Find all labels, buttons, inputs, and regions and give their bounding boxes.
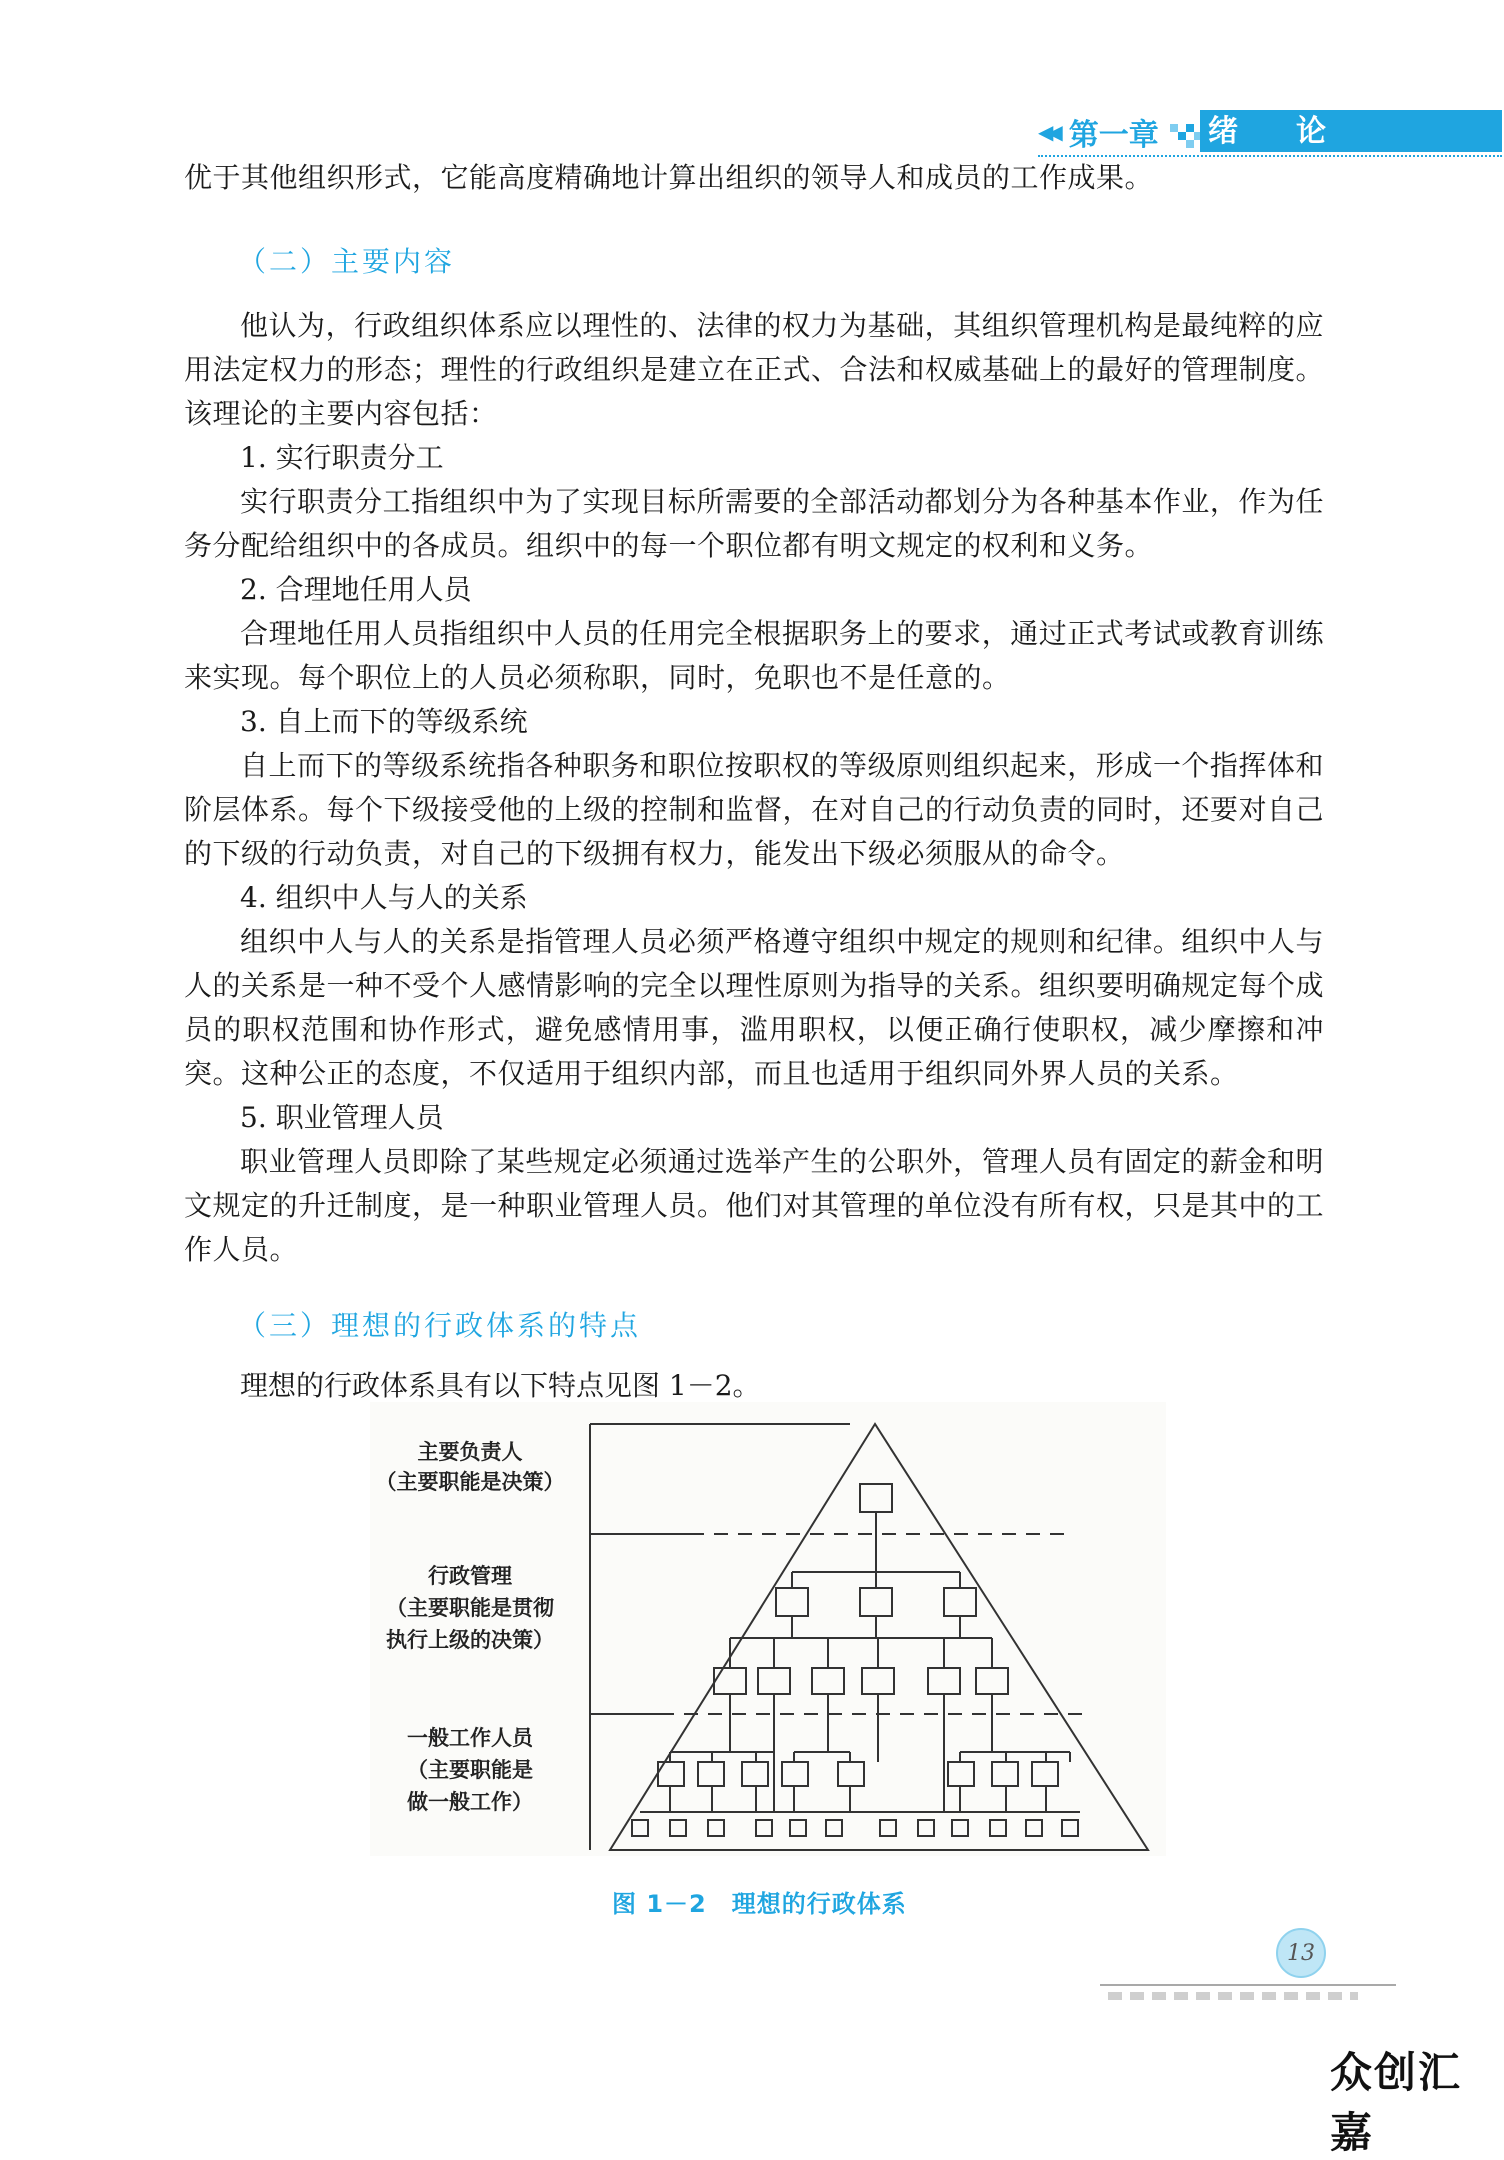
org-box-l4-6 bbox=[948, 1762, 974, 1786]
org-box-l3-3 bbox=[812, 1668, 844, 1694]
level2-note2: 执行上级的决策） bbox=[386, 1627, 554, 1652]
level2-note1: （主要职能是贯彻 bbox=[386, 1595, 554, 1620]
level3-note1: （主要职能是 bbox=[407, 1757, 533, 1782]
org-box-l2-3 bbox=[944, 1588, 976, 1616]
item-2-text: 合理地任用人员指组织中人员的任用完全根据职务上的要求，通过正式考试或教育训练来实现。每个职位上的人员必须称职，同时，免职也不是任意的。 bbox=[184, 617, 1324, 694]
org-box-l3-1 bbox=[714, 1668, 746, 1694]
footer-dashes bbox=[1108, 1992, 1358, 2000]
org-box-l4-7 bbox=[992, 1762, 1018, 1786]
item-4-text: 组织中人与人的关系是指管理人员必须严格遵守组织中规定的规则和纪律。组织中人与人的关系是一种不受个人感情影响的完全以理性原则为指导的关系。组织要明确规定每个成员的职权范围和协作形式，避免感情用事，滥用职权，以便正确行使职权，减少摩擦和冲突。这种公正的态度，不仅适用于组织内部，而且也适用于组织同外界人员的关系。 bbox=[184, 925, 1325, 1090]
org-box-l3-4 bbox=[862, 1668, 894, 1694]
level2-title: 行政管理 bbox=[428, 1563, 512, 1588]
item-2-title: 2. 合理地任用人员 bbox=[240, 573, 472, 606]
level1-note: （主要职能是决策） bbox=[375, 1469, 565, 1494]
org-box-l2-2 bbox=[860, 1588, 892, 1616]
org-box-l4-5 bbox=[838, 1762, 864, 1786]
item-1-title: 1. 实行职责分工 bbox=[240, 441, 444, 474]
org-box-l4-8 bbox=[1032, 1762, 1058, 1786]
item-3-text: 自上而下的等级系统指各种职务和职位按职权的等级原则组织起来，形成一个指挥体和阶层体系。每个下级接受他的上级的控制和监督，在对自己的行动负责的同时，还要对自己的下级的行动负责，对自己的下级拥有权力，能发出下级必须服从的命令。 bbox=[184, 749, 1325, 870]
figure-pyramid bbox=[370, 1402, 1166, 1856]
org-box-l3-6 bbox=[976, 1668, 1008, 1694]
footer-rule bbox=[1100, 1984, 1396, 1986]
item-1-text: 实行职责分工指组织中为了实现目标所需要的全部活动都划分为各种基本作业，作为任务分配给组织中的各成员。组织中的每一个职位都有明文规定的权利和义务。 bbox=[184, 485, 1324, 562]
watermark: 众创汇嘉 bbox=[1330, 2048, 1463, 2157]
org-box-l4-4 bbox=[782, 1762, 808, 1786]
section-heading-3: （三）理想的行政体系的特点 bbox=[238, 1309, 642, 1342]
item-5-title: 5. 职业管理人员 bbox=[240, 1101, 444, 1134]
org-box-l3-5 bbox=[928, 1668, 960, 1694]
figure-intro: 理想的行政体系具有以下特点见图 1－2。 bbox=[240, 1369, 761, 1402]
section-heading-2: （二）主要内容 bbox=[238, 245, 456, 278]
page-number: 13 bbox=[1276, 1928, 1326, 1978]
bottom-row-boxes bbox=[632, 1820, 1078, 1836]
chapter-label bbox=[1038, 114, 1188, 153]
item-5-text: 职业管理人员即除了某些规定必须通过选举产生的公职外，管理人员有固定的薪金和明文规定的升迁制度，是一种职业管理人员。他们对其管理的单位没有所有权，只是其中的工作人员。 bbox=[184, 1145, 1325, 1266]
org-box-l3-2 bbox=[758, 1668, 790, 1694]
item-3-title: 3. 自上而下的等级系统 bbox=[240, 705, 528, 738]
chapter-number: 第一章 bbox=[1068, 118, 1159, 153]
level3-title: 一般工作人员 bbox=[407, 1725, 533, 1750]
org-box-l4-2 bbox=[698, 1762, 724, 1786]
org-box-top bbox=[860, 1484, 892, 1512]
paragraph-continued: 优于其他组织形式，它能高度精确地计算出组织的领导人和成员的工作成果。 bbox=[184, 161, 1154, 194]
chapter-title: 绪论 bbox=[1208, 114, 1384, 149]
org-box-l4-3 bbox=[742, 1762, 768, 1786]
paragraph-intro: 他认为，行政组织体系应以理性的、法律的权力为基础，其组织管理机构是最纯粹的应用法定权力的形态；理性的行政组织是建立在正式、合法和权威基础上的最好的管理制度。该理论的主要内容包括： bbox=[184, 309, 1325, 430]
org-box-l2-1 bbox=[776, 1588, 808, 1616]
level3-note2: 做一般工作） bbox=[407, 1789, 533, 1814]
figure-caption: 图 1－2 理想的行政体系 bbox=[612, 1890, 907, 1918]
level1-title: 主要负责人 bbox=[417, 1439, 523, 1464]
item-4-title: 4. 组织中人与人的关系 bbox=[240, 881, 528, 914]
double-left-arrow-icon: ◀◀ bbox=[1038, 120, 1057, 144]
